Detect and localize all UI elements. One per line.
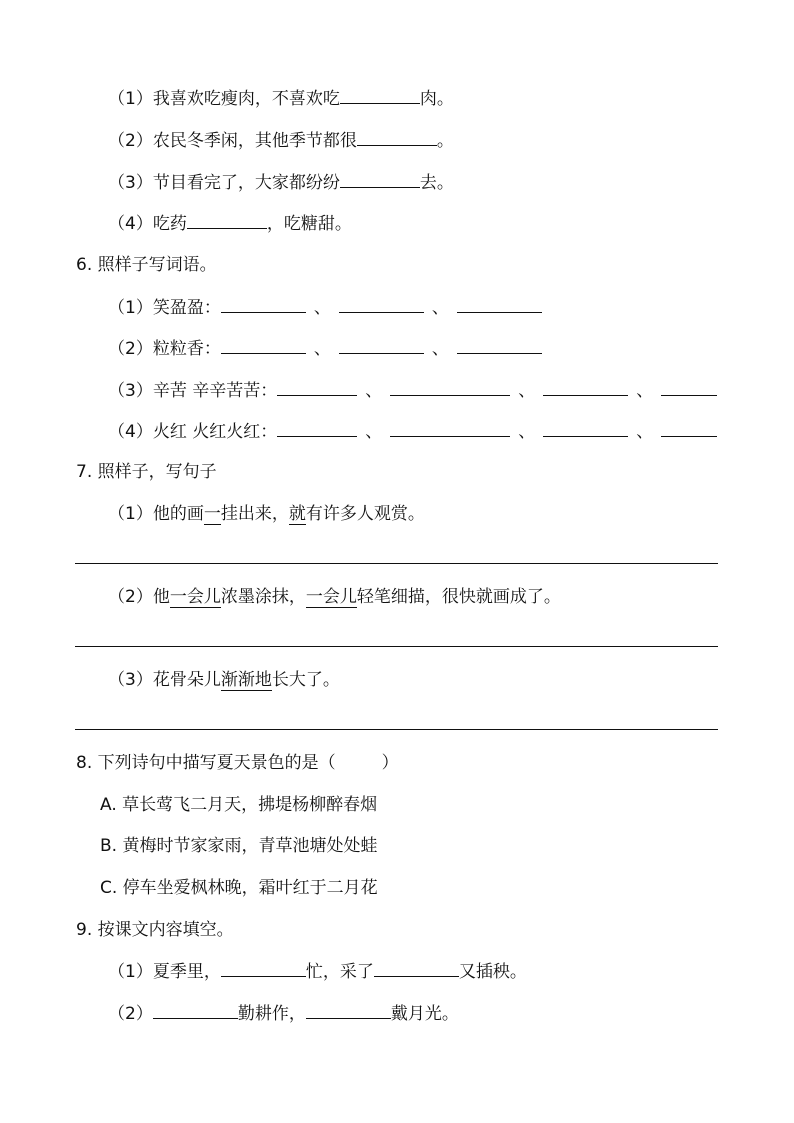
- item-number: （1）: [108, 962, 153, 982]
- item-number: （1）: [108, 504, 153, 524]
- sentence-text: 他: [152, 587, 170, 607]
- q5-item-2: [108, 130, 454, 151]
- underlined-word: 渐渐地: [220, 670, 272, 690]
- answer-blank[interactable]: [277, 421, 357, 437]
- sentence-text: 勤耕作，: [237, 1004, 306, 1024]
- item-number: （1）: [108, 298, 153, 318]
- sentence-text: 花骨朵儿: [152, 670, 221, 690]
- separator: 、: [518, 422, 536, 442]
- answer-blank[interactable]: [187, 213, 267, 229]
- sentence-text: 他的画: [152, 504, 204, 524]
- question-text: 8. 下列诗句中描写夏天景色的是（: [76, 753, 336, 773]
- sentence-text: 轻笔细描，很快就画成了。: [356, 587, 561, 607]
- sentence-text: 去。: [419, 173, 454, 193]
- underlined-word: 一会儿: [305, 587, 357, 607]
- item-number: （4）: [108, 214, 153, 234]
- answer-blank[interactable]: [339, 338, 424, 354]
- separator: 、: [636, 381, 654, 401]
- sentence-text: 挂出来，: [220, 504, 289, 524]
- sentence-text: 又插秧。: [458, 962, 527, 982]
- answer-blank[interactable]: [306, 1003, 391, 1019]
- writing-line[interactable]: [75, 563, 718, 564]
- question-7-title: 7. 照样子，写句子: [76, 462, 217, 482]
- item-label: 粒粒香：: [152, 339, 221, 359]
- sentence-text: 农民冬季闲，其他季节都很: [152, 131, 357, 151]
- q6-item-1: [108, 297, 542, 318]
- underlined-word: 一: [203, 504, 221, 524]
- sentence-text: 吃药: [152, 214, 187, 234]
- q9-item-2: [108, 1003, 459, 1024]
- q5-item-4: [108, 213, 352, 234]
- q6-item-4: [108, 421, 717, 442]
- sentence-text: 我喜欢吃瘦肉，不喜欢吃: [152, 89, 340, 109]
- separator: 、: [365, 381, 383, 401]
- q9-item-1: [108, 961, 527, 982]
- item-number: （3）: [108, 381, 153, 401]
- answer-blank[interactable]: [340, 88, 420, 104]
- answer-blank[interactable]: [390, 380, 510, 396]
- answer-blank[interactable]: [661, 421, 717, 437]
- question-text-end: ）: [381, 753, 399, 773]
- answer-blank[interactable]: [543, 380, 628, 396]
- option-c[interactable]: C. 停车坐爱枫林晚，霜叶红于二月花: [100, 878, 378, 898]
- sentence-text: 忙，采了: [305, 962, 374, 982]
- writing-line[interactable]: [75, 729, 718, 730]
- q6-item-2: [108, 338, 542, 359]
- q5-item-1: [108, 88, 454, 109]
- answer-blank[interactable]: [357, 130, 437, 146]
- item-number: （4）: [108, 422, 153, 442]
- item-number: （2）: [108, 587, 153, 607]
- answer-blank[interactable]: [661, 380, 717, 396]
- answer-blank[interactable]: [221, 961, 306, 977]
- item-number: （1）: [108, 89, 153, 109]
- sentence-text: ，吃糖甜。: [266, 214, 352, 234]
- answer-blank[interactable]: [457, 338, 542, 354]
- sentence-text: 长大了。: [271, 670, 340, 690]
- q7-sentence-3: [108, 670, 340, 690]
- answer-blank[interactable]: [277, 380, 357, 396]
- item-number: （3）: [108, 670, 153, 690]
- q5-item-3: [108, 172, 454, 193]
- question-6-title: 6. 照样子写词语。: [76, 255, 217, 275]
- answer-blank[interactable]: [390, 421, 510, 437]
- answer-blank[interactable]: [339, 297, 424, 313]
- separator: 、: [518, 381, 536, 401]
- separator: 、: [313, 339, 331, 359]
- answer-blank[interactable]: [543, 421, 628, 437]
- item-label: 笑盈盈：: [152, 298, 221, 318]
- separator: 、: [431, 298, 449, 318]
- item-label: 辛苦 辛辛苦苦：: [152, 381, 278, 401]
- item-number: （2）: [108, 339, 153, 359]
- sentence-text: 夏季里，: [152, 962, 221, 982]
- q7-sentence-1: [108, 504, 425, 524]
- underlined-word: 一会儿: [169, 587, 221, 607]
- question-8-title: [76, 753, 399, 773]
- underlined-word: 就: [288, 504, 306, 524]
- answer-blank[interactable]: [340, 172, 420, 188]
- item-label: 火红 火红火红：: [152, 422, 278, 442]
- writing-line[interactable]: [75, 646, 718, 647]
- q7-sentence-2: [108, 587, 561, 607]
- option-b[interactable]: B. 黄梅时节家家雨，青草池塘处处蛙: [100, 836, 378, 856]
- item-number: （2）: [108, 131, 153, 151]
- item-number: （3）: [108, 173, 153, 193]
- sentence-text: 节目看完了，大家都纷纷: [152, 173, 340, 193]
- question-9-title: 9. 按课文内容填空。: [76, 920, 234, 940]
- answer-blank[interactable]: [457, 297, 542, 313]
- answer-blank[interactable]: [153, 1003, 238, 1019]
- sentence-text: 。: [436, 131, 454, 151]
- answer-blank[interactable]: [221, 338, 306, 354]
- sentence-text: 戴月光。: [390, 1004, 459, 1024]
- option-a[interactable]: A. 草长莺飞二月天，拂堤杨柳醉春烟: [100, 795, 378, 815]
- separator: 、: [365, 422, 383, 442]
- answer-blank[interactable]: [374, 961, 459, 977]
- sentence-text: 浓墨涂抹，: [220, 587, 306, 607]
- answer-blank[interactable]: [221, 297, 306, 313]
- sentence-text: 有许多人观赏。: [305, 504, 425, 524]
- separator: 、: [636, 422, 654, 442]
- item-number: （2）: [108, 1004, 153, 1024]
- sentence-text: 肉。: [419, 89, 454, 109]
- separator: 、: [313, 298, 331, 318]
- q6-item-3: [108, 380, 717, 401]
- separator: 、: [431, 339, 449, 359]
